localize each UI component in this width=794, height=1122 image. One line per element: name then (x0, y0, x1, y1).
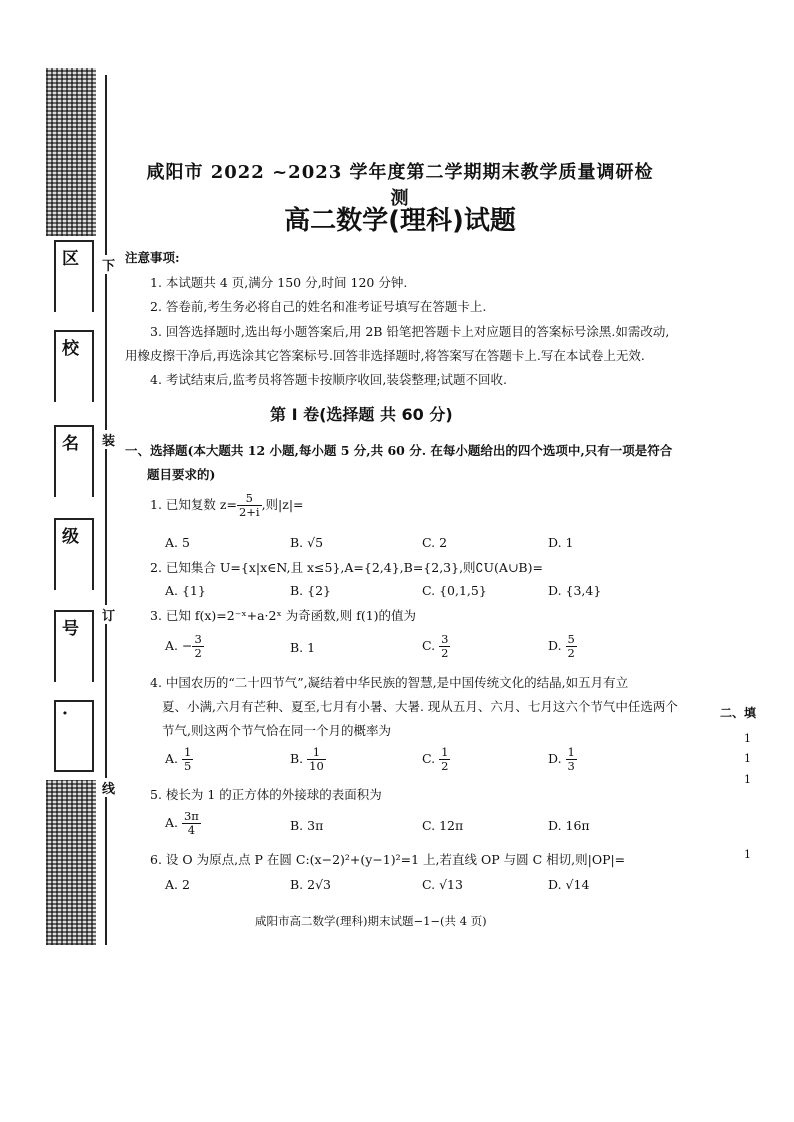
q2-option-b: B. {2} (290, 583, 331, 598)
box-bottom-line (54, 770, 92, 772)
fraction: $\frac{5}{2+i}$ (238, 491, 260, 519)
page-footer: 咸阳市高二数学(理科)期末试题−1−(共 4 页) (255, 914, 487, 928)
exam-title: 高二数学(理科)试题 (284, 206, 516, 236)
next-page-digit: 1 (744, 732, 751, 745)
question-6: 6. 设 O 为原点,点 P 在圆 C:(x−2)²+(y−1)²=1 上,若直线 OP 与圆 C 相切,则|OP|= (150, 852, 626, 867)
q6-option-b: B. 2√3 (290, 877, 332, 892)
margin-mark-xia: 下 (102, 255, 115, 274)
q4-option-b: B. $\frac{1}{10}$ (290, 745, 324, 773)
box-label: 级 (62, 527, 79, 547)
q2-option-d: D. {3,4} (548, 583, 602, 598)
q3-option-d: D. $\frac{5}{2}$ (548, 632, 575, 660)
next-page-digit: 1 (744, 773, 751, 786)
q4-option-c: C. $\frac{1}{2}$ (422, 745, 449, 773)
q6-option-a: A. 2 (165, 877, 190, 892)
info-box-class (54, 518, 94, 590)
notice-item: 用橡皮擦干净后,再选涂其它答案标号.回答非选择题时,将答案写在答题卡上.写在本试卷上无效. (125, 348, 645, 363)
q4-option-a: A. $\frac{1}{5}$ (165, 745, 192, 773)
binding-line (105, 75, 107, 945)
notice-heading: 注意事项: (125, 250, 180, 265)
next-page-digit: 1 (744, 752, 751, 765)
q1-option-a: A. 5 (165, 535, 190, 550)
question-5: 5. 棱长为 1 的正方体的外接球的表面积为 (150, 787, 382, 802)
question-4-line: 4. 中国农历的“二十四节气”,凝结着中华民族的智慧,是中国传统文化的结晶,如五月有立 (150, 675, 629, 690)
q5-option-a: A. $\frac{3\pi}{4}$ (165, 809, 199, 837)
box-label: · (62, 704, 68, 724)
barcode-pattern-bottom (46, 780, 96, 945)
next-page-label: 二、填 (720, 706, 757, 720)
box-label: 区 (62, 249, 79, 269)
q5-option-c: C. 12π (422, 818, 464, 833)
q5-option-d: D. 16π (548, 818, 590, 833)
q1-option-c: C. 2 (422, 535, 448, 550)
margin-mark-zhuang: 装 (102, 430, 115, 449)
notice-item: 4. 考试结束后,监考员将答题卡按顺序收回,装袋整理;试题不回收. (150, 372, 508, 387)
question-1: 1. 已知复数 z= $\frac{5}{2+i}$ ,则|z|= (150, 491, 304, 519)
q2-option-a: A. {1} (165, 583, 206, 598)
q4-option-d: D. $\frac{1}{3}$ (548, 745, 575, 773)
q5-option-b: B. 3π (290, 818, 324, 833)
box-label: 校 (62, 339, 79, 359)
question-4-line: 节气,则这两个节气恰在同一个月的概率为 (162, 723, 391, 738)
q1-option-b: B. √5 (290, 535, 324, 550)
q3-option-c: C. $\frac{3}{2}$ (422, 632, 449, 660)
exam-subtitle: 咸阳市 2022 ~2023 学年度第二学期期末教学质量调研检测 (146, 162, 654, 209)
info-box-number (54, 610, 94, 682)
question-2: 2. 已知集合 U={x|x∈N,且 x≤5},A={2,4},B={2,3},则∁U(A∪B)= (150, 560, 543, 575)
q2-option-c: C. {0,1,5} (422, 583, 487, 598)
q6-option-c: C. √13 (422, 877, 463, 892)
question-4-line: 夏、小满,六月有芒种、夏至,七月有小暑、大暑. 现从五月、六月、七月这六个节气中任选两个 (162, 699, 678, 714)
q1-option-d: D. 1 (548, 535, 574, 550)
box-label: 名 (62, 434, 79, 454)
info-box-extra (54, 700, 94, 772)
info-box-district (54, 240, 94, 312)
q6-option-d: D. √14 (548, 877, 590, 892)
box-label: 号 (62, 619, 79, 639)
margin-mark-xian: 线 (102, 778, 115, 797)
question-3: 3. 已知 f(x)=2⁻ˣ+a·2ˣ 为奇函数,则 f(1)的值为 (150, 608, 417, 623)
barcode-pattern-top (46, 68, 96, 236)
notice-item: 2. 答卷前,考生务必将自己的姓名和准考证号填写在答题卡上. (150, 299, 487, 314)
next-page-digit: 1 (744, 848, 751, 861)
q3-option-a: A. − $\frac{3}{2}$ (165, 632, 202, 660)
section-intro-cont: 题目要求的) (147, 467, 216, 482)
margin-mark-ding: 订 (102, 605, 115, 624)
section-title: 第 Ⅰ 卷(选择题 共 60 分) (270, 405, 453, 424)
section-intro: 一、选择题(本大题共 12 小题,每小题 5 分,共 60 分. 在每小题给出的四个选项中,只有一项是符合 (125, 443, 673, 458)
q3-option-b: B. 1 (290, 640, 316, 655)
info-box-name (54, 425, 94, 497)
notice-item: 3. 回答选择题时,选出每小题答案后,用 2B 铅笔把答题卡上对应题目的答案标号涂黑.如需改动, (150, 324, 670, 339)
info-box-school (54, 330, 94, 402)
notice-item: 1. 本试题共 4 页,满分 150 分,时间 120 分钟. (150, 275, 408, 290)
